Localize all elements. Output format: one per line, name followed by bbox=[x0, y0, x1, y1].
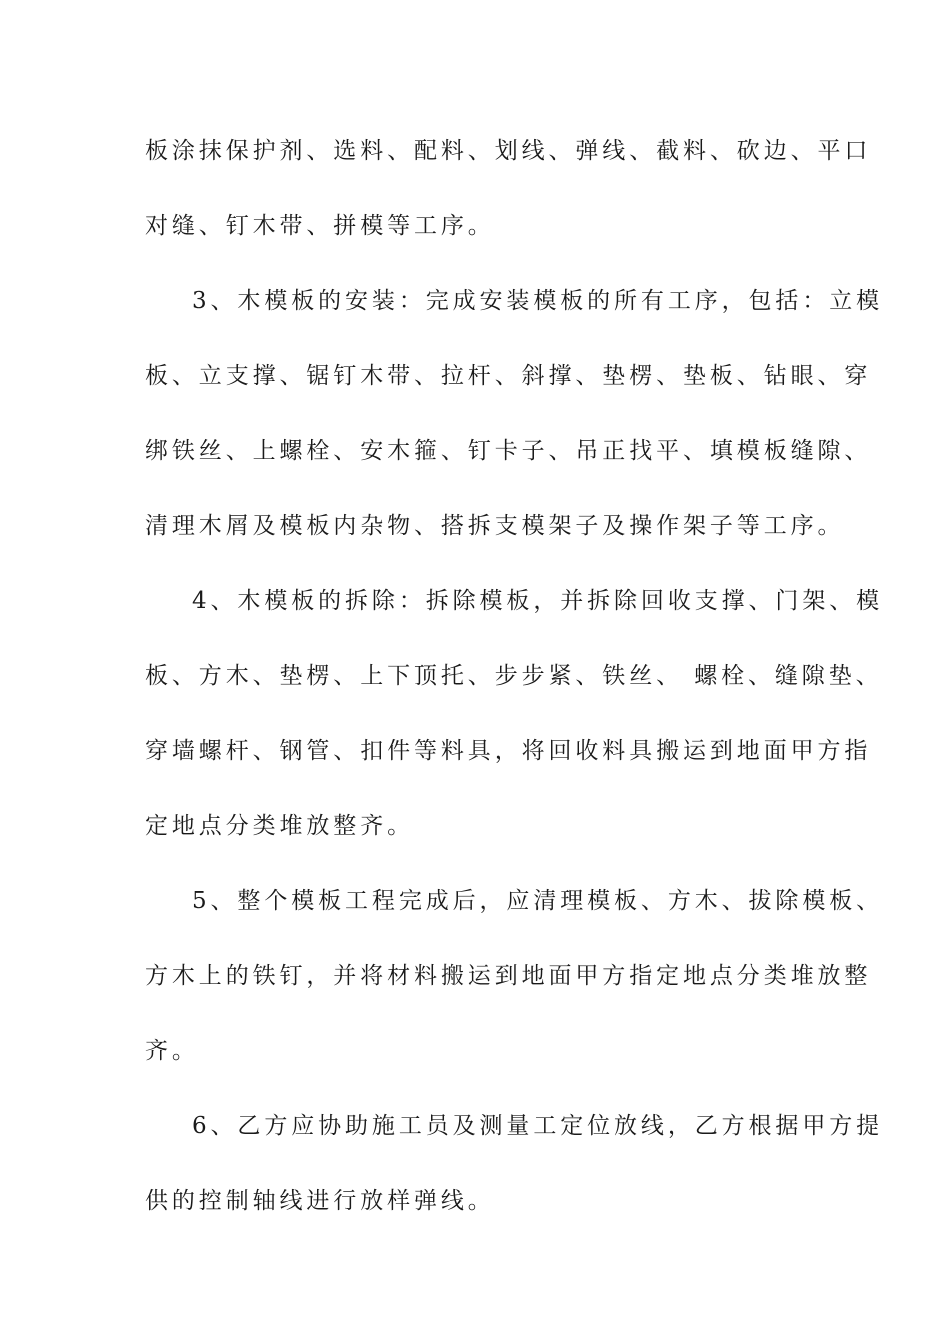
paragraph-line: 绑铁丝、上螺栓、安木箍、钉卡子、吊正找平、填模板缝隙、 bbox=[145, 438, 872, 464]
paragraph-line: 板、立支撑、锯钉木带、拉杆、斜撑、垫楞、垫板、钻眼、穿 bbox=[145, 363, 872, 389]
paragraph-line: 对缝、钉木带、拼模等工序。 bbox=[145, 213, 495, 239]
paragraph-line: 板涂抹保护剂、选料、配料、划线、弹线、截料、砍边、平口 bbox=[145, 138, 872, 164]
paragraph-line: 5、整个模板工程完成后，应清理模板、方木、拔除模板、 bbox=[192, 888, 884, 914]
paragraph-line: 3、木模板的安装：完成安装模板的所有工序，包括：立模 bbox=[192, 288, 884, 314]
paragraph-line: 6、乙方应协助施工员及测量工定位放线，乙方根据甲方提 bbox=[192, 1113, 884, 1139]
paragraph-line: 方木上的铁钉，并将材料搬运到地面甲方指定地点分类堆放整 bbox=[145, 963, 872, 989]
paragraph-line: 清理木屑及模板内杂物、搭拆支模架子及操作架子等工序。 bbox=[145, 513, 845, 539]
paragraph-line: 齐。 bbox=[145, 1038, 199, 1064]
paragraph-line: 板、方木、垫楞、上下顶托、步步紧、铁丝、 螺栓、缝隙垫、 bbox=[145, 663, 883, 689]
paragraph-line: 定地点分类堆放整齐。 bbox=[145, 813, 414, 839]
paragraph-line: 供的控制轴线进行放样弹线。 bbox=[145, 1188, 495, 1214]
paragraph-line: 4、木模板的拆除：拆除模板，并拆除回收支撑、门架、模 bbox=[192, 588, 884, 614]
paragraph-line: 穿墙螺杆、钢管、扣件等料具，将回收料具搬运到地面甲方指 bbox=[145, 738, 872, 764]
